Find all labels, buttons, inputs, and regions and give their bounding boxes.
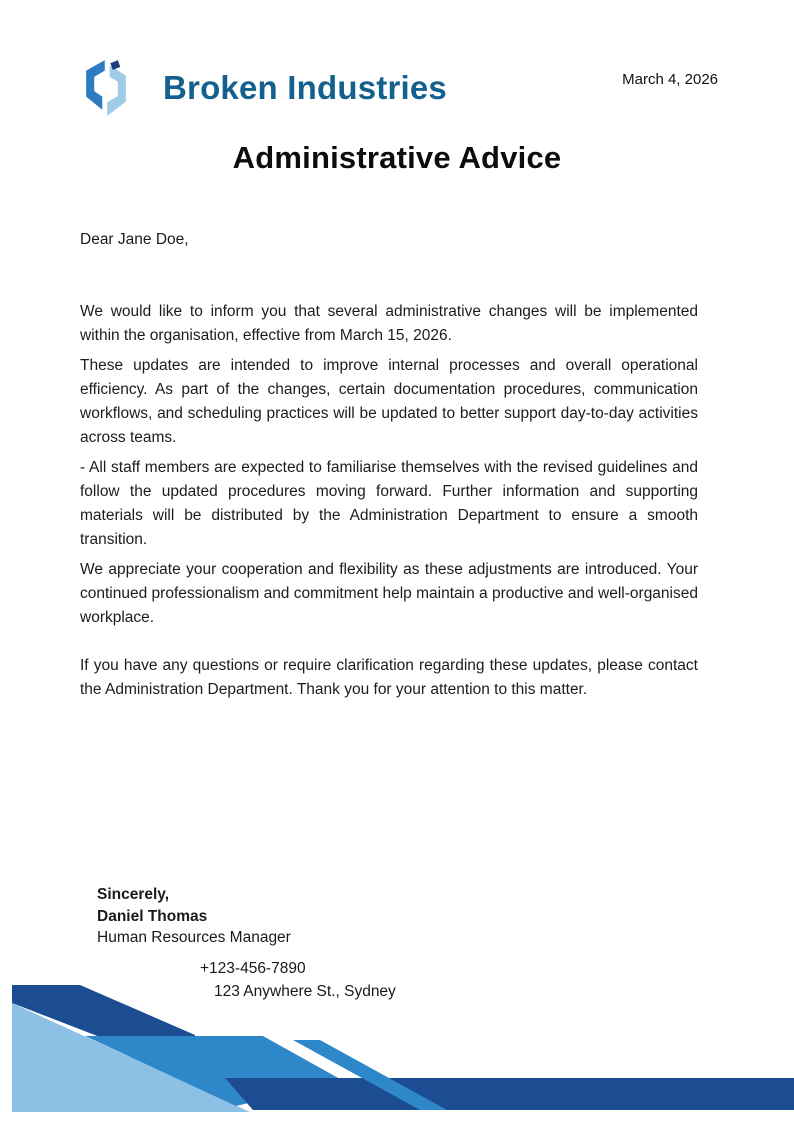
page-title: Administrative Advice — [232, 140, 562, 175]
company-logo-icon — [75, 46, 137, 130]
signature-block — [97, 884, 291, 949]
signature-closing: Sincerely, — [97, 886, 170, 903]
greeting: Dear Jane Doe, — [80, 231, 189, 248]
letter-date: March 4, 2026 — [622, 71, 718, 88]
contact-phone: +123-456-7890 — [200, 960, 306, 977]
company-name: Broken Industries — [163, 69, 447, 106]
footer-decorative-shapes — [0, 975, 794, 1123]
letter-body — [80, 228, 698, 708]
paragraph: If you have any questions or require clarification regarding these updates, please contact the Administration Department. Thank you for your attention to this matter. — [80, 657, 698, 698]
letterhead — [75, 46, 718, 130]
paragraph: We appreciate your cooperation and flexibility as these adjustments are introduced. Your continued professionalism and commitment help maintain a productive and well-organised workplace. — [80, 561, 698, 626]
contact-address: 123 Anywhere St., Sydney — [214, 983, 396, 1000]
signature-role: Human Resources Manager — [97, 929, 291, 946]
paragraph: These updates are intended to improve internal processes and overall operational efficiency. As part of the changes, certain documentation procedures, communication workflows, and scheduling practices will be updated to better support day-to-day activities across teams. — [80, 357, 698, 446]
paragraph: We would like to inform you that several administrative changes will be implemented within the organisation, effective from March 15, 2026. — [80, 303, 698, 344]
paragraph: - All staff members are expected to familiarise themselves with the revised guidelines and follow the updated procedures moving forward. Further information and supporting materials will be distributed by the Administration Department to ensure a smooth transition. — [80, 459, 698, 548]
signature-name: Daniel Thomas — [97, 907, 208, 925]
